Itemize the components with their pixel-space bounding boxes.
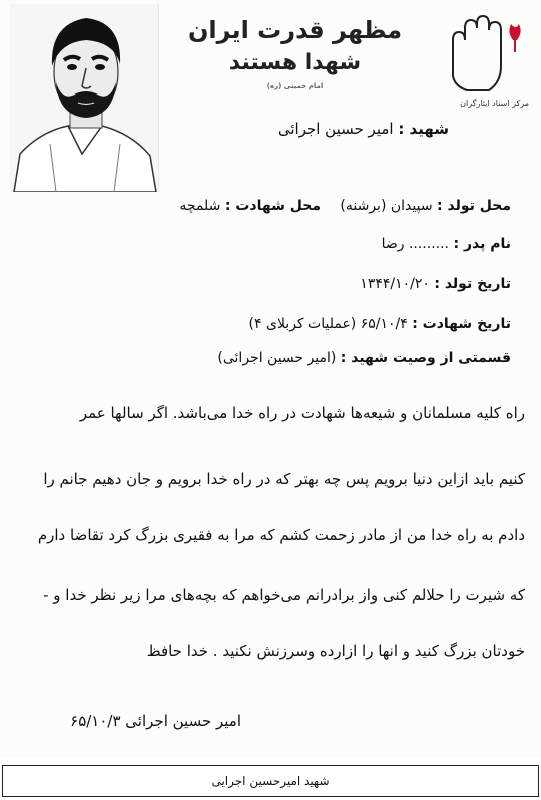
will-heading-line bbox=[217, 350, 511, 366]
headline-line2: شهدا هستند bbox=[228, 50, 362, 75]
birth-place-line bbox=[340, 198, 511, 214]
headline bbox=[160, 14, 430, 90]
father-label: نام پدر : bbox=[453, 236, 511, 252]
shahid-value: امیر حسین اجرائی bbox=[277, 120, 394, 138]
birth-place-value: سپیدان (برشنه) bbox=[340, 198, 433, 214]
shahid-label: شهید : bbox=[398, 120, 449, 138]
birth-date-line bbox=[360, 276, 511, 292]
image-caption: شهید امیرحسین اجرایی bbox=[2, 765, 539, 797]
martyrdom-date-value: ۶۵/۱۰/۴ (عملیات کربلای ۴) bbox=[248, 316, 408, 332]
martyrdom-place-line bbox=[179, 198, 321, 214]
body-line-5: خودتان بزرگ کنید و انها را ازارده وسرزنش نکنید . خدا حافظ bbox=[146, 642, 525, 660]
birth-place-label: محل تولد : bbox=[437, 198, 511, 214]
shahid-name-line bbox=[278, 120, 449, 138]
martyrdom-place-label: محل شهادت : bbox=[224, 198, 321, 214]
logo-caption: مرکز اسناد ایثارگران bbox=[460, 99, 529, 108]
will-label: قسمتی از وصیت شهید : bbox=[340, 350, 511, 366]
signature-line: امیر حسین اجرائی ۶۵/۱۰/۳ bbox=[70, 712, 241, 730]
body-line-1: راه کلیه مسلمانان و شیعه‌ها شهادت در راه خدا می‌باشد. اگر سالها عمر bbox=[79, 404, 525, 422]
martyrdom-place-value: شلمچه bbox=[179, 198, 221, 214]
father-value: ......... رضا bbox=[381, 236, 450, 252]
will-value: (امیر حسین اجرائی) bbox=[217, 350, 337, 366]
body-line-3: دادم به راه خدا من از مادر زحمت کشم که مرا به فقیری بزرگ کرد تقاضا دارم bbox=[37, 526, 525, 544]
martyrdom-date-line bbox=[249, 316, 511, 332]
portrait-photo bbox=[10, 4, 159, 192]
headline-line1: مظهر قدرت ایران bbox=[187, 16, 403, 44]
body-line-2: کنیم باید ازاین دنیا برویم پس چه بهتر که در راه خدا برویم و جان دهیم جانم را bbox=[43, 470, 525, 488]
organization-logo bbox=[437, 6, 529, 112]
father-name-line bbox=[382, 236, 511, 252]
portrait-illustration bbox=[10, 4, 158, 192]
martyrdom-date-label: تاریخ شهادت : bbox=[412, 316, 511, 332]
birth-date-label: تاریخ تولد : bbox=[434, 276, 511, 292]
body-line-4: که شیرت را حلالم کنی واز برادرانم می‌خواهم که بچه‌های مرا زیر نظر خدا و - bbox=[43, 586, 525, 604]
headline-subtitle: امام خمینی (ره) bbox=[266, 82, 324, 90]
birth-date-value: ۱۳۴۴/۱۰/۲۰ bbox=[360, 276, 430, 292]
hand-heart-logo-icon bbox=[437, 6, 529, 112]
